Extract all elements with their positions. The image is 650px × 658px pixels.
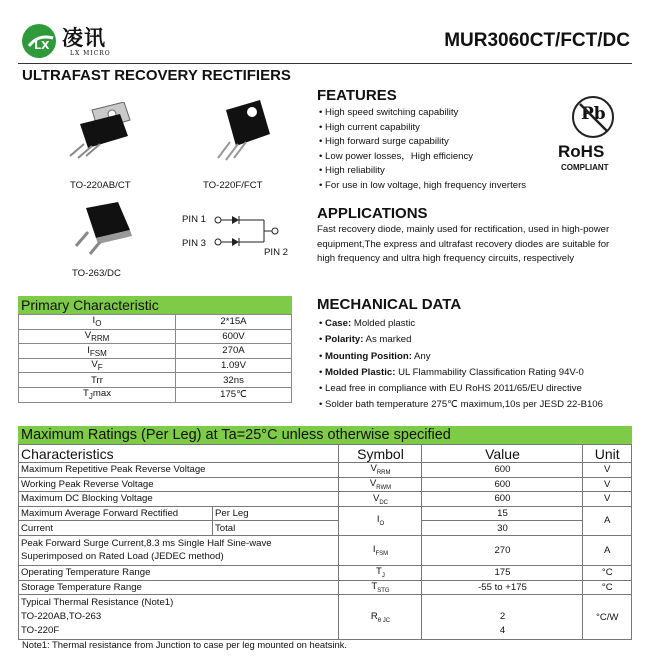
primary-characteristic-heading <box>18 296 292 314</box>
pin1-label: PIN 1 <box>182 214 206 225</box>
svg-text:LX: LX <box>34 39 50 52</box>
pb-free-label: Pb <box>581 104 606 124</box>
feature-item: • High reliability <box>319 164 559 179</box>
value-cell: 32ns <box>176 373 292 388</box>
mech-item: • Mounting Position: Any <box>319 349 634 365</box>
value-cell: 2*15A <box>176 315 292 330</box>
feature-item: • High speed switching capability <box>319 106 559 121</box>
header-divider <box>18 63 632 64</box>
col-unit: Unit <box>583 445 632 463</box>
mech-item: • Solder bath temperature 275℃ maximum,10s per JESD 22-B106 <box>319 397 634 413</box>
feature-item: • Low power losses，High efficiency <box>319 150 559 165</box>
package-label-to263: TO-263/DC <box>72 268 121 279</box>
table-row <box>19 387 292 402</box>
table-row <box>19 373 292 388</box>
package-label-to220ab: TO-220AB/CT <box>70 180 131 191</box>
param-cell: $I_{FSM}$ <box>19 344 176 359</box>
param-cell: $V_{RRM}$ <box>19 329 176 344</box>
pin-schematic-diagram <box>214 212 284 253</box>
footnote: Note1: Thermal resistance from Junction to case per leg mounted on heatsink. <box>22 639 347 650</box>
features-heading: FEATURES <box>317 87 397 104</box>
value-cell: 1.09V <box>176 358 292 373</box>
primary-heading-text: Primary Characteristic <box>21 297 159 313</box>
primary-characteristic-table <box>18 314 292 403</box>
param-cell: $I_O$ <box>19 315 176 330</box>
param-cell: $V_F$ <box>19 358 176 373</box>
mechanical-heading: MECHANICAL DATA <box>317 296 462 313</box>
rohs-label: RoHS <box>558 142 605 161</box>
value-cell: 600V <box>176 329 292 344</box>
max-ratings-table <box>18 444 632 640</box>
param-cell: Trr <box>19 373 176 388</box>
applications-text: Fast recovery diode, mainly used for rectification, used in high-power equipment,The express and ultrafast recovery diodes are suitable for high frequency and ultra high frequency circuits, respectively <box>317 224 610 264</box>
feature-item: • High forward surge capability <box>319 135 559 150</box>
package-label-to220f: TO-220F/FCT <box>203 180 263 191</box>
feature-item: • High current capability <box>319 121 559 136</box>
pin2-label: PIN 2 <box>264 247 288 258</box>
table-row: Working Peak Reverse Voltage $V_{RWM}$ 600 V <box>19 477 632 492</box>
mech-item: • Case: Molded plastic <box>319 316 634 332</box>
logo-swoosh-icon <box>26 32 56 52</box>
mech-item: • Polarity: As marked <box>319 332 634 348</box>
col-symbol: Symbol <box>339 445 422 463</box>
to263-package-image <box>66 202 146 261</box>
table-row <box>19 358 292 373</box>
company-name-cn: 凌讯 <box>62 25 106 50</box>
value-cell: 175℃ <box>176 387 292 402</box>
rohs-compliant-label: COMPLIANT <box>561 163 609 172</box>
company-name-en: LX MICRO <box>70 50 111 57</box>
mechanical-list <box>319 316 634 414</box>
table-header-row <box>19 445 632 463</box>
table-row: Maximum Average Forward Rectified Per Leg $I_O$ 15 A <box>19 506 632 521</box>
mech-item: • Molded Plastic: UL Flammability Classification Rating 94V-0 <box>319 365 634 381</box>
table-row: Peak Forward Surge Current,8.3 ms Single Half Sine-wave Superimposed on Rated Load (JEDEC method) $I_{FSM}$ 270 A <box>19 535 632 565</box>
col-value: Value <box>422 445 583 463</box>
applications-heading: APPLICATIONS <box>317 205 428 222</box>
max-ratings-heading <box>18 426 632 444</box>
to220f-package-image <box>200 100 280 169</box>
pin3-label: PIN 3 <box>182 238 206 249</box>
table-row: Maximum DC Blocking Voltage $V_{DC}$ 600 V <box>19 492 632 507</box>
mech-item: • Lead free in compliance with EU RoHS 2011/65/EU directive <box>319 381 634 397</box>
col-characteristics: Characteristics <box>19 445 339 463</box>
max-ratings-heading-text: Maximum Ratings (Per Leg) at Ta=25°C unless otherwise specified <box>21 427 451 443</box>
table-row: Current Total 30 <box>19 521 632 536</box>
table-row: Maximum Repetitive Peak Reverse Voltage $V_{RRM}$ 600 V <box>19 463 632 478</box>
pb-slash-icon <box>572 96 615 144</box>
table-row: Typical Thermal Resistance (Note1) TO-220AB,TO-263 TO-220F $R_{\theta JC}$ 2 4 °C/W <box>19 595 632 640</box>
param-cell: $T_J\max$ <box>19 387 176 402</box>
part-number: MUR3060CT/FCT/DC <box>444 30 630 51</box>
to220ab-package-image <box>62 102 142 167</box>
value-cell: 270A <box>176 344 292 359</box>
table-row <box>19 315 292 330</box>
features-list <box>319 106 559 194</box>
table-row: Operating Temperature Range $T_J$ 175 °C <box>19 565 632 580</box>
table-row <box>19 344 292 359</box>
document-title: ULTRAFAST RECOVERY RECTIFIERS <box>22 67 291 84</box>
table-row: Storage Temperature Range $T_{STG}$ -55 to +175 °C <box>19 580 632 595</box>
table-row <box>19 329 292 344</box>
feature-item: • For use in low voltage, high frequency inverters <box>319 179 559 194</box>
